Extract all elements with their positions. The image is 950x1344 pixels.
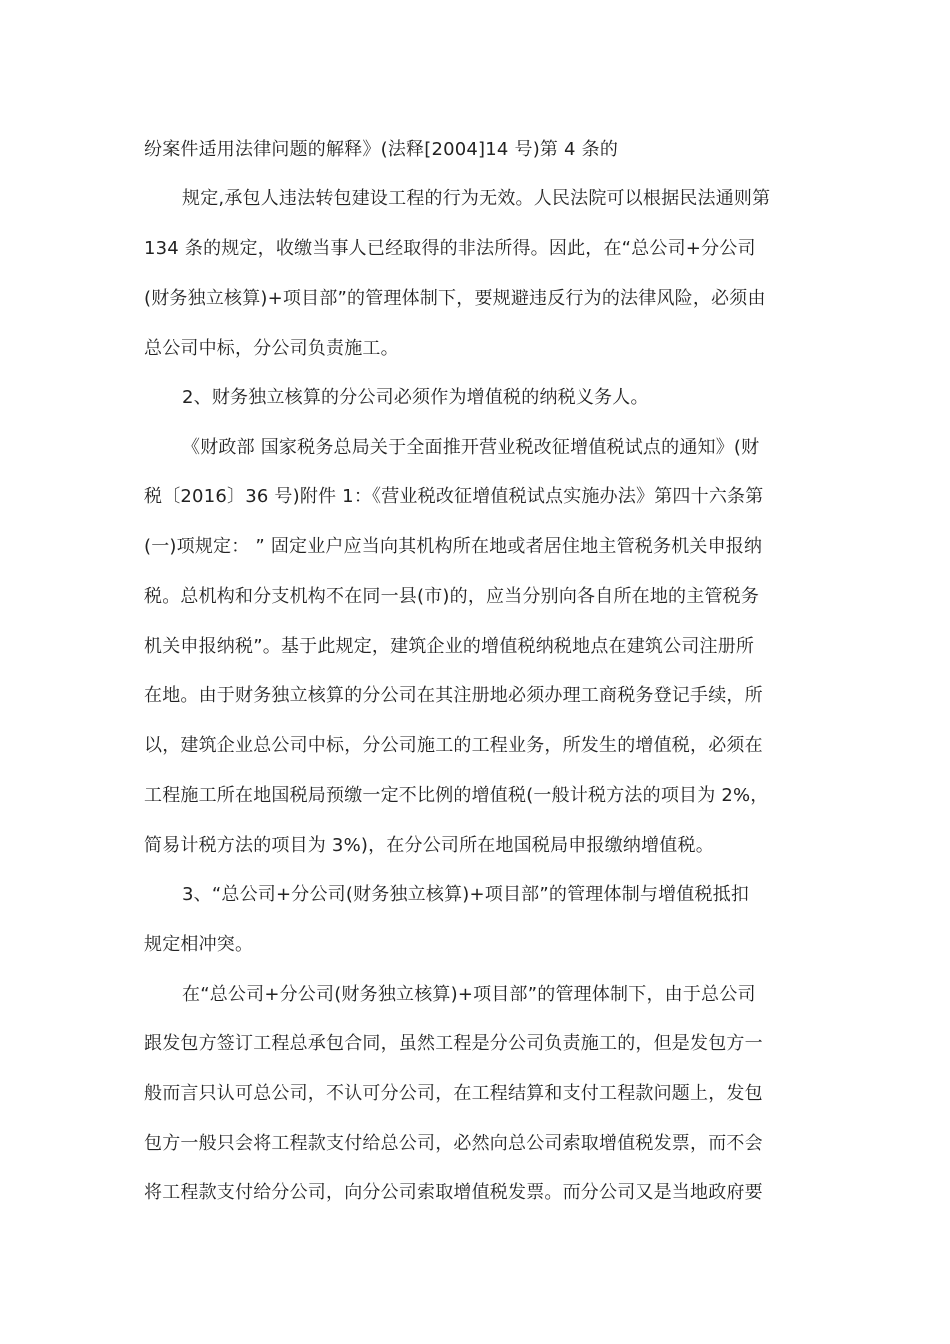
text-line: 纷案件适用法律问题的解释》(法释[2004]14 号)第 4 条的 [144,139,619,160]
text-line: 规定相冲突。 [144,934,254,955]
text-line: 工程施工所在地国税局预缴一定不比例的增值税(一般计税方法的项目为 2%， [144,785,769,806]
text-line: 《财政部 国家税务总局关于全面推开营业税改征增值税试点的通知》(财 [182,437,760,458]
text-line: 简易计税方法的项目为 3%)，在分公司所在地国税局申报缴纳增值税。 [144,835,714,856]
text-line: 规定,承包人违法转包建设工程的行为无效。人民法院可以根据民法通则第 [182,188,771,209]
text-line: 以，建筑企业总公司中标，分公司施工的工程业务，所发生的增值税，必须在 [144,735,763,756]
text-line: 将工程款支付给分公司，向分公司索取增值税发票。而分公司又是当地政府要 [144,1182,763,1203]
text-line: 般而言只认可总公司，不认可分公司，在工程结算和支付工程款问题上，发包 [144,1083,763,1104]
text-line: 机关申报纳税”。基于此规定，建筑企业的增值税纳税地点在建筑公司注册所 [144,636,755,657]
text-line: 在地。由于财务独立核算的分公司在其注册地必须办理工商税务登记手续，所 [144,685,763,706]
text-line: 跟发包方签订工程总承包合同，虽然工程是分公司负责施工的，但是发包方一 [144,1033,763,1054]
text-line: 总公司中标，分公司负责施工。 [144,338,399,359]
text-line: 税。总机构和分支机构不在同一县(市)的，应当分别向各自所在地的主管税务 [144,586,760,607]
text-line: 税〔2016〕36 号)附件 1：《营业税改征增值税试点实施办法》第四十六条第 [144,486,764,507]
section-heading: 3、“总公司+分公司(财务独立核算)+项目部”的管理体制与增值税抵扣 [182,884,750,905]
section-heading: 2、财务独立核算的分公司必须作为增值税的纳税义务人。 [182,387,649,408]
text-line: 在“总公司+分公司(财务独立核算)+项目部”的管理体制下，由于总公司 [182,984,756,1005]
text-line: (一)项规定： ” 固定业户应当向其机构所在地或者居住地主管税务机关申报纳 [144,536,763,557]
text-line: (财务独立核算)+项目部”的管理体制下，要规避违反行为的法律风险，必须由 [144,288,766,309]
text-line: 134 条的规定，收缴当事人已经取得的非法所得。因此，在“总公司+分公司 [144,238,756,259]
text-line: 包方一般只会将工程款支付给总公司，必然向总公司索取增值税发票，而不会 [144,1133,763,1154]
